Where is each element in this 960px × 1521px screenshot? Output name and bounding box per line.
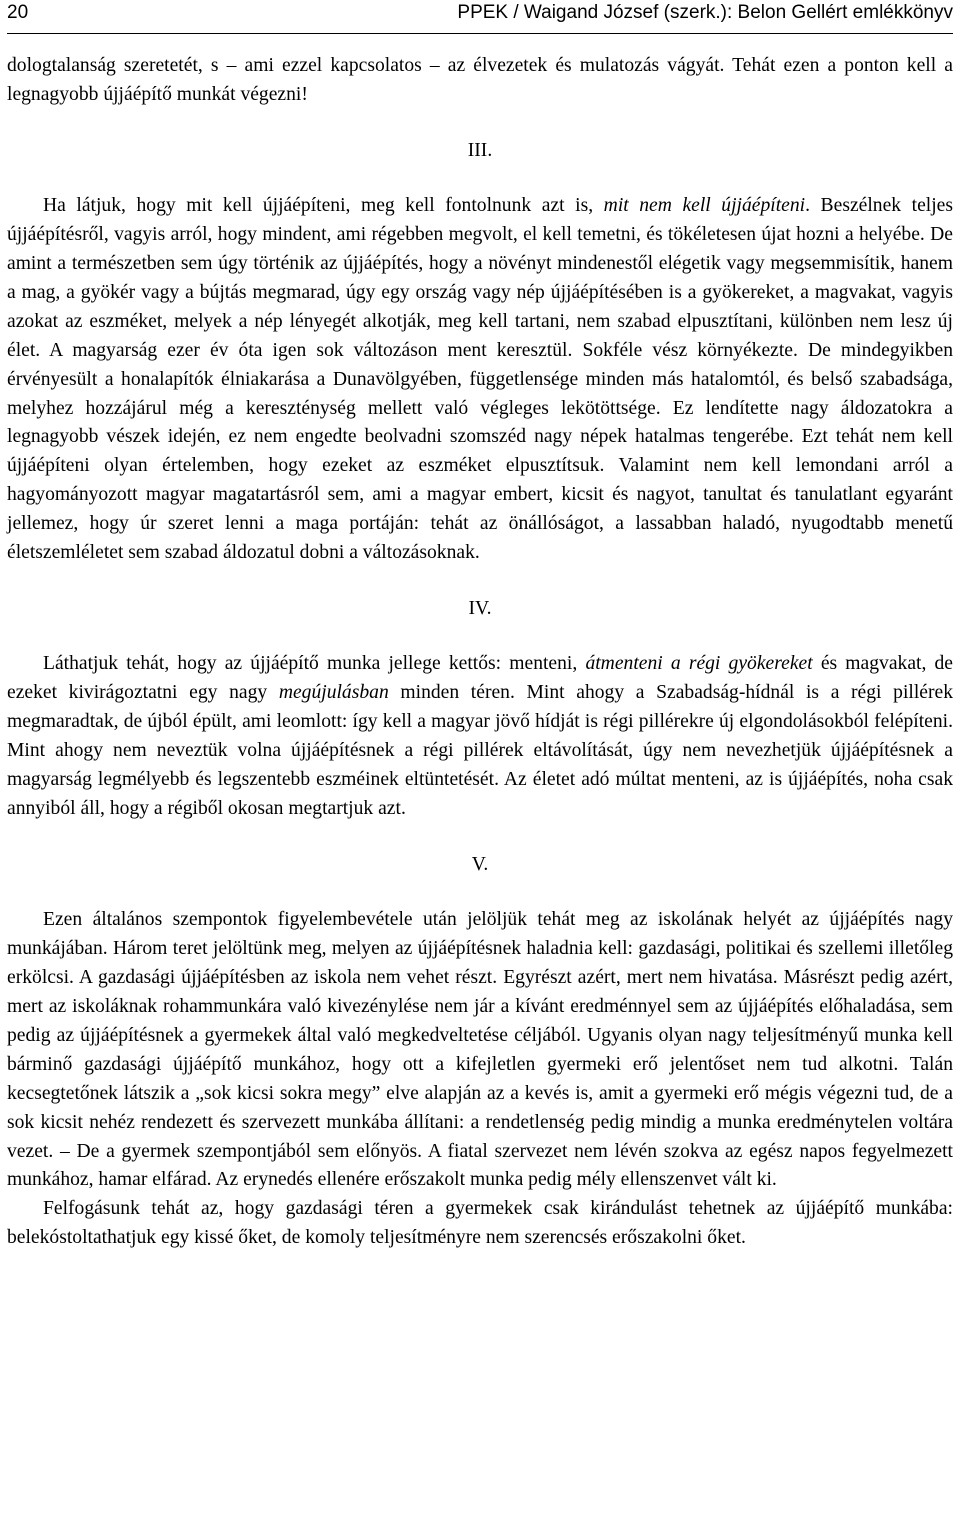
section-heading-iii: III. [467, 139, 493, 161]
emphasis-text: mit nem kell újjáépíteni [603, 194, 806, 216]
text-run: minden téren. Mint ahogy a Szabadság-hídnál is a régi pillérek megmaradtak, de újból épült, ami leomlott: így kell a magyar jövő hídját is régi pillérekre új elgondolásokból felépíteni. Mint ahogy nem neveztük volna újjáépítésnek a régi pillérek eltávolítását, úgy nem nevezhetjük újjáépítésnek a magyarság legmélyebb és legszentebb eszméinek eltüntetését. Az életet adó múltat menteni, az is újjáépítés, noha csak annyiból áll, hogy a régiből okosan megtartjuk azt. [7, 682, 953, 819]
section-heading-v: V. [471, 853, 489, 875]
running-header [7, 0, 953, 34]
emphasis-text: megújulásban [278, 682, 389, 704]
text-run: Láthatjuk tehát, hogy az újjáépítő munka jellege kettős: menteni, [43, 653, 586, 675]
section-heading-iv: IV. [468, 598, 492, 620]
paragraph-continuation: dologtalanság szeretetét, s – ami ezzel kapcsolatos – az élvezetek és mulatozás vágyát. Tehát ezen a ponton kell a legnagyobb újjáépítő munkát végezni! [7, 55, 953, 105]
paragraph-section-iii [7, 192, 953, 568]
text-run: és magvakat, de ezeket kivirágoztatni egy nagy [7, 653, 954, 704]
paragraph-section-iv [7, 650, 953, 824]
paragraph-section-v: Ezen általános szempontok figyelembevétele után jelöljük tehát meg az iskolának helyét az újjáépítés nagy munkájában. Három teret jelöltünk meg, melyen az újjáépítésnek haladnia kell: gazdasági, politikai és szellemi illetőleg erkölcsi. A gazdasági újjáépítésben az iskola nem vehet részt. Egyrészt azért, mert nem hivatása. Másrészt pedig azért, mert az iskoláknak rohammunkára való kivezénylése nem jár a kívánt eredménnyel sem az újjáépítés előhaladása, sem pedig az újjáépítésnek a gyermekek által való megkedveltetése céljából. Ugyanis olyan nagy teljesítményű munka kell bárminő gazdasági újjáépítő munkához, hogy ott a kifejletlen gyermeki erő jelentőset nem tud alkotni. Talán kecsegtetőnek látszik a „sok kicsi sokra megy” elve alapján az a kevés is, amit a gyermeki erő mégis végezni tud, de a sok kicsit nehéz rendezett és szervezett munkába állítani: a rendetlenség pedig mindig a munka eredménytelen voltára vezet. – De a gyermek szempontjából sem előnyös. A fiatal szervezet nem lévén szokva az egész napos fegyelmezett munkához, hamar elfárad. Az erynedés ellenére erőszakolt munka pedig mély ellenszenvet vált ki. [7, 908, 953, 1191]
page-number: 20 [7, 2, 29, 23]
text-run: Ha látjuk, hogy mit kell újjáépíteni, meg kell fontolnunk azt is, [43, 194, 604, 216]
book-title: PPEK / Waigand József (szerk.): Belon Gellért emlékkönyv [457, 2, 953, 23]
page-body [7, 52, 953, 1253]
text-run: . Beszélnek teljes újjáépítésről, vagyis arról, hogy mindent, ami régebben megvolt, el kell temetni, és tökéletesen újat hozni a helyébe. De amint a természetben sem úgy történik az újjáépítés, hogy a növényt mindenestől elégetik vagy megsemmisítik, hanem a mag, a gyökér vagy a bújtás megmarad, úgy egy ország vagy nép újjáépítésében is a gyökereket, a magvakat, vagyis azokat az eszméket, melyek a nép lényegét alkotják, meg kell tartani, nem szabad elpusztítani, különben nem lesz új élet. A magyarság ezer év óta igen sok változáson ment keresztül. Sokféle vész környékezte. De mindegyikben érvényesült a honalapítók élniakarása a Dunavölgyében, függetlensége minden más hatalomtól, és belső szabadsága, melyhez hozzájárul még a kereszténység mellett való végleges lekötöttsége. Ez lendítette nagy áldozatokra a legnagyobb vészek idején, ez nem engedte beolvadni szomszéd nagy népek hatalmas tengerébe. Ezt tehát nem kell újjáépíteni olyan értelemben, hogy ezeket az eszméket elpusztítsuk. Valamint nem kell lemondani arról a hagyományozott magyar magatartásról sem, ami a magyar embert, kicsit és nagyot, tanultat és tanulatlant egyaránt jellemez, hogy úr szeret lenni a maga portáján: tehát az önállóságot, a lassabban haladó, nyugodtabb menetű életszemléletet sem szabad áldozatul dobni a változásoknak. [7, 194, 953, 564]
emphasis-text: átmenteni a régi gyökereket [585, 653, 813, 675]
paragraph-conclusion: Felfogásunk tehát az, hogy gazdasági téren a gyermekek csak kirándulást tehetnek az újjáépítő munkába: belekóstoltathatjuk egy kissé őket, de komoly teljesítményre nem szerencsés erőszakolni őket. [7, 1198, 953, 1249]
